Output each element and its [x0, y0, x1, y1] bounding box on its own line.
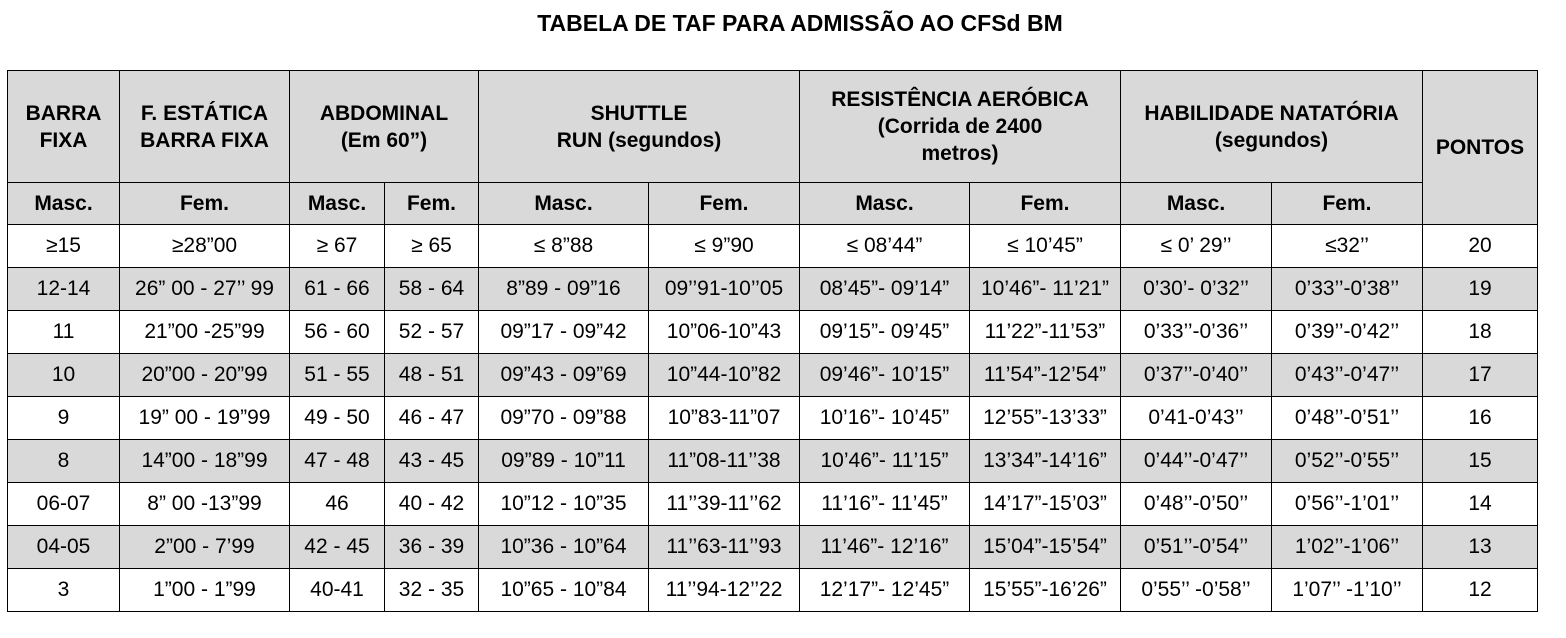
header-barra-fixa-line1: BARRA — [25, 101, 102, 125]
table-cell: 49 - 50 — [290, 397, 385, 440]
header-pontos: PONTOS — [1423, 71, 1538, 225]
table-cell: 36 - 39 — [385, 526, 479, 569]
table-cell: ≤ 08’44” — [800, 225, 970, 268]
table-cell: 1’07’’ -1’10’’ — [1272, 569, 1423, 612]
header-row — [8, 71, 1538, 183]
table-cell: 2”00 - 7’99 — [120, 526, 290, 569]
table-row — [8, 268, 1538, 311]
page-title: TABELA DE TAF PARA ADMISSÃO AO CFSd BM — [537, 10, 1063, 36]
subheader-cell: Fem. — [970, 183, 1121, 225]
table-cell: 40-41 — [290, 569, 385, 612]
table-cell: 15 — [1423, 440, 1538, 483]
header-abdominal — [290, 71, 479, 183]
table-cell: 46 - 47 — [385, 397, 479, 440]
table-cell: 10”65 - 10”84 — [479, 569, 649, 612]
table-cell: 10”36 - 10”64 — [479, 526, 649, 569]
table-row — [8, 311, 1538, 354]
table-cell: 11 — [8, 311, 120, 354]
table-cell: 0’52’’-0’55’’ — [1272, 440, 1423, 483]
table-cell: 11”08-11’’38 — [649, 440, 800, 483]
table-cell: 11’22”-11’53” — [970, 311, 1121, 354]
table-cell: 52 - 57 — [385, 311, 479, 354]
table-cell: 9 — [8, 397, 120, 440]
table-cell: 12’17”- 12’45” — [800, 569, 970, 612]
header-natacao-line1: HABILIDADE NATATÓRIA — [1144, 101, 1399, 125]
table-cell: 0’56’’-1’01’’ — [1272, 483, 1423, 526]
table-cell: 1’02’’-1’06’’ — [1272, 526, 1423, 569]
table-row — [8, 483, 1538, 526]
header-resistencia-line1: RESISTÊNCIA AERÓBICA — [831, 88, 1089, 111]
table-cell: 11’16”- 11’45” — [800, 483, 970, 526]
header-abdominal-line1: ABDOMINAL — [319, 101, 449, 125]
table-cell: ≥ 65 — [385, 225, 479, 268]
header-barra-fixa — [8, 71, 120, 183]
subheader-cell: Fem. — [1272, 183, 1423, 225]
table-cell: 61 - 66 — [290, 268, 385, 311]
table-cell: ≥15 — [8, 225, 120, 268]
table-cell: 11’’39-11’’62 — [649, 483, 800, 526]
table-cell: ≤ 9”90 — [649, 225, 800, 268]
header-resistencia-line3: metros) — [921, 142, 999, 165]
table-cell: 09’15”- 09’45” — [800, 311, 970, 354]
header-estatica-line2: BARRA FIXA — [140, 128, 269, 152]
table-cell: 10”12 - 10”35 — [479, 483, 649, 526]
table-cell: 20 — [1423, 225, 1538, 268]
table-cell: 19 — [1423, 268, 1538, 311]
table-cell: 3 — [8, 569, 120, 612]
table-cell: 0’33’’-0’36’’ — [1121, 311, 1272, 354]
table-cell: 43 - 45 — [385, 440, 479, 483]
header-abdominal-line2: (Em 60”) — [340, 128, 428, 152]
subheader-row — [8, 183, 1538, 225]
table-cell: 17 — [1423, 354, 1538, 397]
subheader-cell: Fem. — [120, 183, 290, 225]
table-cell: 10 — [8, 354, 120, 397]
table-cell: 0’30’- 0’32’’ — [1121, 268, 1272, 311]
table-cell: ≤ 10’45” — [970, 225, 1121, 268]
table-cell: 21”00 -25”99 — [120, 311, 290, 354]
table-row — [8, 354, 1538, 397]
table-cell: 0’41-0’43’’ — [1121, 397, 1272, 440]
table-cell: ≥ 67 — [290, 225, 385, 268]
table-cell: ≤32’’ — [1272, 225, 1423, 268]
table-cell: ≤ 8”88 — [479, 225, 649, 268]
table-cell: 32 - 35 — [385, 569, 479, 612]
table-cell: 40 - 42 — [385, 483, 479, 526]
table-cell: 06-07 — [8, 483, 120, 526]
table-cell: 11’46”- 12’16” — [800, 526, 970, 569]
table-row — [8, 440, 1538, 483]
table-cell: 15’04”-15’54” — [970, 526, 1121, 569]
table-cell: 04-05 — [8, 526, 120, 569]
table-cell: 0’51’’-0’54’’ — [1121, 526, 1272, 569]
subheader-cell: Masc. — [8, 183, 120, 225]
table-cell: 47 - 48 — [290, 440, 385, 483]
header-shuttle-line2: RUN (segundos) — [556, 128, 722, 152]
table-cell: 09’’91-10’’05 — [649, 268, 800, 311]
table-cell: 12-14 — [8, 268, 120, 311]
table-row — [8, 397, 1538, 440]
header-resistencia-line2: (Corrida de 2400 — [877, 115, 1043, 138]
table-row — [8, 526, 1538, 569]
table-cell: 12’55”-13’33” — [970, 397, 1121, 440]
table-cell: 10”83-11”07 — [649, 397, 800, 440]
table-cell: 42 - 45 — [290, 526, 385, 569]
subheader-cell: Masc. — [1121, 183, 1272, 225]
table-cell: 14”00 - 18”99 — [120, 440, 290, 483]
table-cell: 11’’63-11’’93 — [649, 526, 800, 569]
table-cell: 10’46”- 11’15” — [800, 440, 970, 483]
table-cell: 13’34”-14’16” — [970, 440, 1121, 483]
table-cell: ≥28”00 — [120, 225, 290, 268]
table-cell: 16 — [1423, 397, 1538, 440]
table-cell: 56 - 60 — [290, 311, 385, 354]
table-cell: 18 — [1423, 311, 1538, 354]
table-cell: 09’46”- 10’15” — [800, 354, 970, 397]
table-cell: 51 - 55 — [290, 354, 385, 397]
subheader-cell: Masc. — [479, 183, 649, 225]
header-shuttle — [479, 71, 800, 183]
table-cell: 10’16”- 10’45” — [800, 397, 970, 440]
table-cell: 0’44’’-0’47’’ — [1121, 440, 1272, 483]
header-resistencia — [800, 71, 1121, 183]
table-cell: 12 — [1423, 569, 1538, 612]
header-natacao-line2: (segundos) — [1214, 128, 1329, 152]
subheader-cell: Fem. — [649, 183, 800, 225]
table-cell: 11’’94-12’’22 — [649, 569, 800, 612]
table-cell: 0’55’’ -0’58’’ — [1121, 569, 1272, 612]
table-cell: 09”70 - 09”88 — [479, 397, 649, 440]
header-estatica-line1: F. ESTÁTICA — [140, 101, 269, 125]
table-cell: 10”44-10”82 — [649, 354, 800, 397]
table-cell: 14 — [1423, 483, 1538, 526]
table-cell: 08’45”- 09’14” — [800, 268, 970, 311]
table-cell: 19” 00 - 19”99 — [120, 397, 290, 440]
subheader-cell: Masc. — [800, 183, 970, 225]
table-cell: 20”00 - 20”99 — [120, 354, 290, 397]
table-cell: 13 — [1423, 526, 1538, 569]
table-cell: 1”00 - 1”99 — [120, 569, 290, 612]
table-cell: 8” 00 -13”99 — [120, 483, 290, 526]
table-cell: 0’33’’-0’38’’ — [1272, 268, 1423, 311]
table-cell: 0’48’’-0’50’’ — [1121, 483, 1272, 526]
subheader-cell: Fem. — [385, 183, 479, 225]
table-cell: 26” 00 - 27’’ 99 — [120, 268, 290, 311]
table-cell: 0’37’’-0’40’’ — [1121, 354, 1272, 397]
table-cell: 46 — [290, 483, 385, 526]
header-natacao — [1121, 71, 1423, 183]
header-estatica — [120, 71, 290, 183]
taf-table — [7, 70, 1538, 612]
table-row — [8, 225, 1538, 268]
header-shuttle-line1: SHUTTLE — [590, 101, 688, 125]
table-cell: 09”17 - 09”42 — [479, 311, 649, 354]
table-cell: ≤ 0’ 29’’ — [1121, 225, 1272, 268]
table-cell: 8 — [8, 440, 120, 483]
table-cell: 58 - 64 — [385, 268, 479, 311]
table-cell: 0’48’’-0’51’’ — [1272, 397, 1423, 440]
table-cell: 0’39’’-0’42’’ — [1272, 311, 1423, 354]
table-cell: 09”89 - 10”11 — [479, 440, 649, 483]
subheader-cell: Masc. — [290, 183, 385, 225]
table-cell: 48 - 51 — [385, 354, 479, 397]
table-cell: 11’54”-12’54” — [970, 354, 1121, 397]
table-body — [8, 225, 1538, 612]
table-cell: 10’46”- 11’21” — [970, 268, 1121, 311]
table-cell: 8”89 - 09”16 — [479, 268, 649, 311]
table-cell: 14’17”-15’03” — [970, 483, 1121, 526]
table-cell: 09”43 - 09”69 — [479, 354, 649, 397]
header-barra-fixa-line2: FIXA — [39, 128, 88, 152]
table-cell: 10”06-10”43 — [649, 311, 800, 354]
table-cell: 0’43’’-0’47’’ — [1272, 354, 1423, 397]
table-cell: 15’55”-16’26” — [970, 569, 1121, 612]
table-row — [8, 569, 1538, 612]
